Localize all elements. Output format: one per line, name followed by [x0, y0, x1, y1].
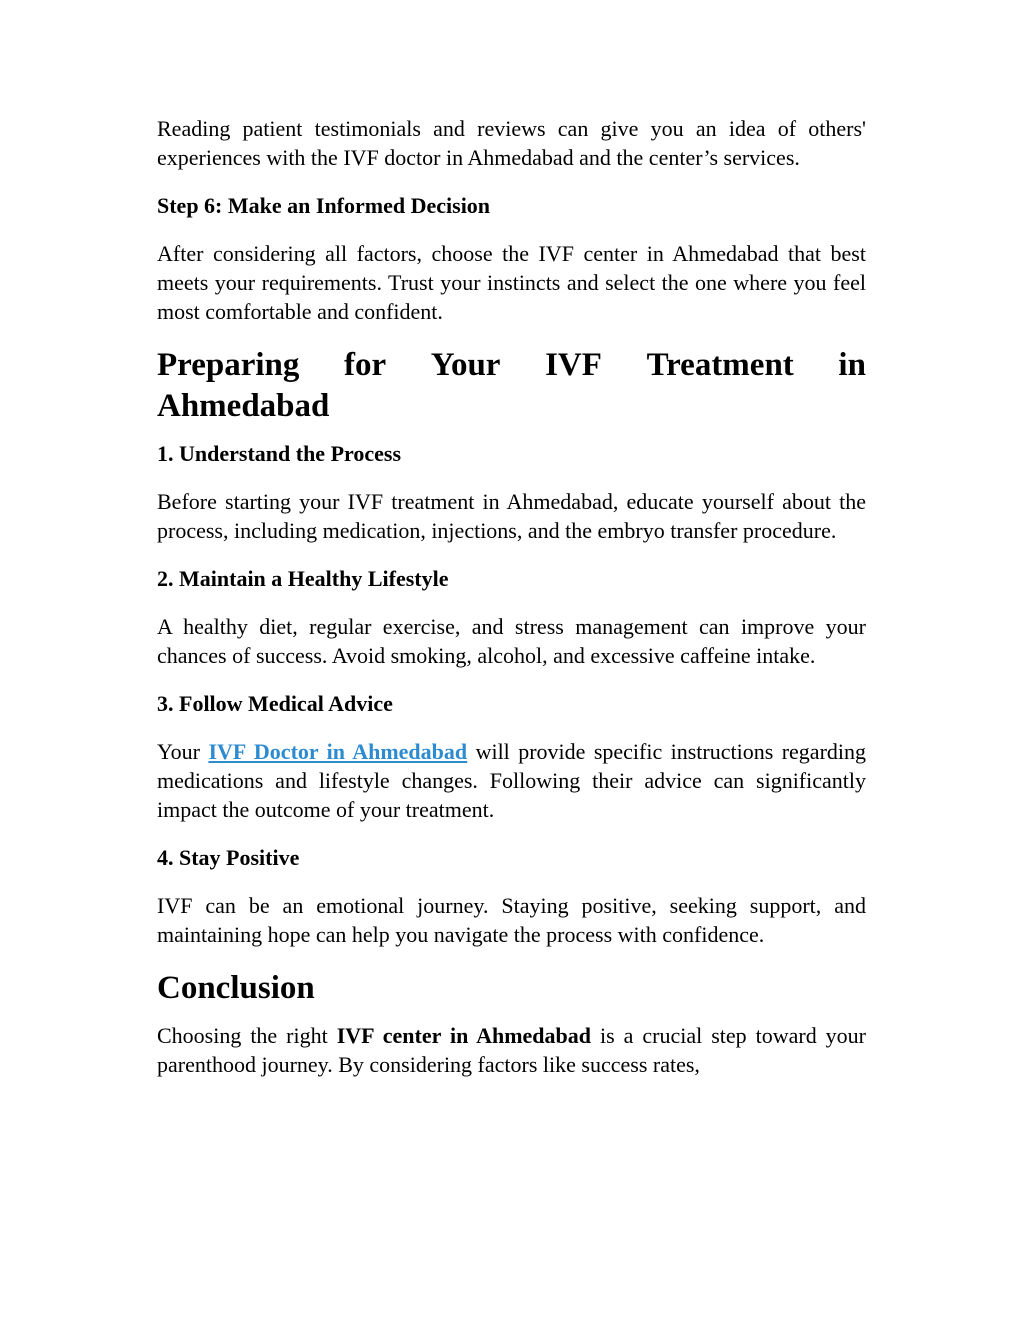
preparing-heading-word: in [838, 347, 866, 383]
item2-paragraph: A healthy diet, regular exercise, and stress management can improve your chances of success. Avoid smoking, alcohol, and excessive caffeine intake. [157, 614, 866, 668]
preparing-heading-word: for [344, 347, 387, 383]
preparing-heading-line2: Ahmedabad [157, 388, 330, 424]
preparing-heading-line1 [157, 345, 866, 386]
document-page [157, 114, 866, 1079]
step6-paragraph: After considering all factors, choose the IVF center in Ahmedabad that best meets your requirements. Trust your instincts and select the one where you feel most comfortable and confident. [157, 241, 866, 324]
conclusion-heading: Conclusion [157, 970, 315, 1006]
item3-text-before: Your [157, 739, 209, 764]
item1-paragraph: Before starting your IVF treatment in Ahmedabad, educate yourself about the process, including medication, injections, and the embryo transfer procedure. [157, 489, 866, 543]
conclusion-bold: IVF center in Ahmedabad [336, 1023, 591, 1048]
conclusion-paragraph [157, 1021, 866, 1079]
item4-heading: 4. Stay Positive [157, 845, 300, 870]
preparing-heading-word: Treatment [646, 347, 794, 383]
item4-paragraph: IVF can be an emotional journey. Staying positive, seeking support, and maintaining hope can help you navigate the process with confidence. [157, 893, 866, 947]
item3-text-after: will provide specific instructions regarding medications and lifestyle changes. Following their advice can significantly impact the outcome of your treatment. [157, 739, 867, 822]
item1-heading: 1. Understand the Process [157, 441, 402, 466]
step6-heading: Step 6: Make an Informed Decision [157, 193, 491, 218]
preparing-heading-word: Preparing [157, 347, 300, 383]
intro-paragraph: Reading patient testimonials and reviews can give you an idea of others' experiences with the IVF doctor in Ahmedabad and the center’s services. [157, 116, 866, 170]
ivf-doctor-link[interactable]: IVF Doctor in Ahmedabad [208, 739, 468, 764]
item3-heading: 3. Follow Medical Advice [157, 691, 393, 716]
item2-heading: 2. Maintain a Healthy Lifestyle [157, 566, 449, 591]
conclusion-text-after: is a crucial step toward your parenthood journey. By considering factors like success rates, [157, 1023, 866, 1077]
conclusion-text-before: Choosing the right [157, 1023, 337, 1048]
preparing-heading-word: IVF [545, 347, 602, 383]
preparing-heading [157, 345, 866, 427]
preparing-heading-word: Your [430, 347, 501, 383]
item3-paragraph [157, 737, 866, 824]
